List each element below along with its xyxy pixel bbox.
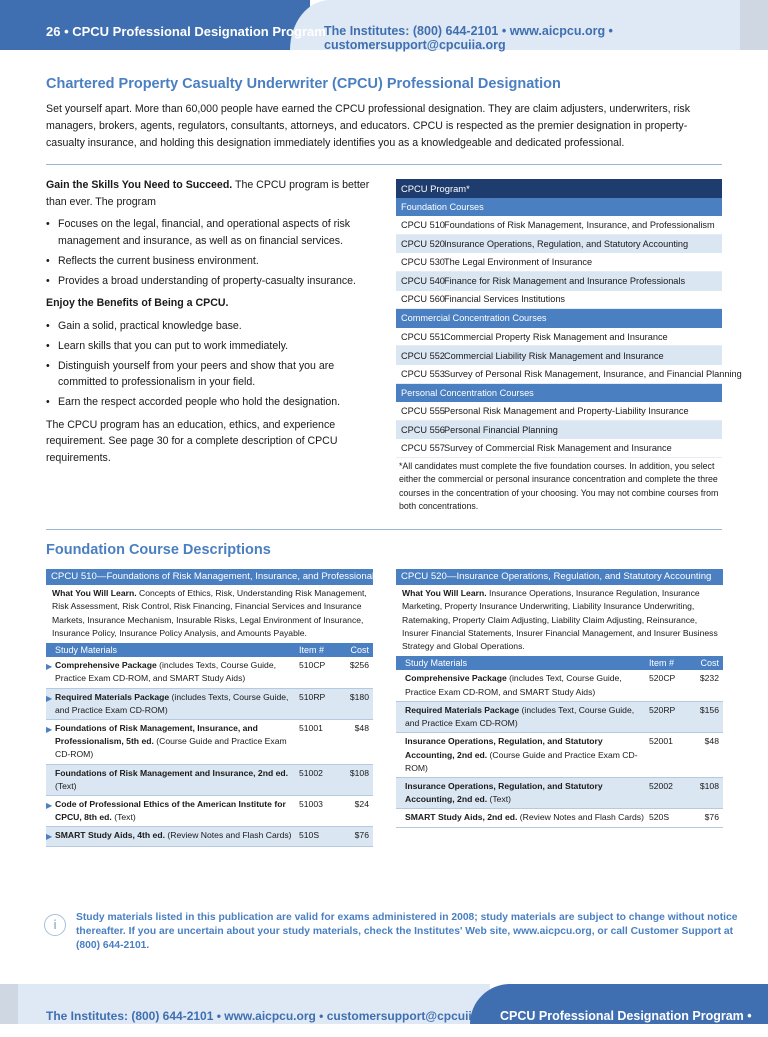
learn-label: What You Will Learn. <box>52 588 137 598</box>
row-cost: $180 <box>349 691 369 702</box>
table-row <box>46 689 373 720</box>
row-description <box>405 735 649 775</box>
row-detail: (includes Text, Course Guide, and Practice Exam CD-ROM) <box>405 704 635 729</box>
list-item: • Provides a broad understanding of property-casualty insurance. <box>46 273 376 290</box>
divider <box>46 164 722 165</box>
course-code: CPCU 510 <box>401 219 445 230</box>
row-title: Required Materials Package <box>55 691 170 702</box>
course-title: Survey of Commercial Risk Management and Insurance <box>444 443 672 454</box>
course-code: CPCU 520 <box>401 239 445 250</box>
table-row <box>46 796 373 827</box>
course-title: Insurance Operations, Regulation, and Statutory Accounting <box>444 239 689 250</box>
row-item-number: 510S <box>299 830 320 841</box>
course-code: CPCU 553 <box>401 368 445 379</box>
skills-heading: Gain the Skills You Need to Succeed. <box>46 179 233 191</box>
row-description <box>55 829 299 842</box>
list-item: • Distinguish yourself from your peers and show that you are committed to professionalism in your field. <box>46 358 376 391</box>
row-marker-icon <box>396 811 405 812</box>
row-marker-icon: ▶ <box>46 693 53 703</box>
row-title: SMART Study Aids, 4th ed. <box>55 830 165 841</box>
row-description <box>55 691 299 717</box>
course-row <box>396 421 722 440</box>
row-cost: $108 <box>699 780 719 791</box>
row-item-number: 520CP <box>649 673 676 684</box>
page-title: Chartered Property Casualty Underwriter (CPCU) Professional Designation <box>46 76 561 92</box>
col-materials: Study Materials <box>405 658 468 669</box>
course-row <box>396 216 722 235</box>
learn-text: Insurance Operations, Insurance Regulation, Insurance Marketing, Property Insurance Underwriting, Liability Insurance Underwriting, Ratemaking, Property Claim Adjusting, Liability Claim Adjusting, Reinsurance, Insurer Financial Statements, Insurer Financial Management, and Insurer Business Strategy and Global Operations. <box>402 588 718 652</box>
row-title: Insurance Operations, Regulation, and Statutory Accounting, 2nd ed. <box>405 780 603 805</box>
table-row <box>46 720 373 765</box>
list-item: • Earn the respect accorded people who hold the designation. <box>46 394 376 411</box>
row-item-number: 52001 <box>649 736 673 747</box>
cpcu-program-table <box>396 179 742 513</box>
course-row <box>396 402 722 421</box>
row-detail: (Text) <box>487 794 511 805</box>
list-item: • Learn skills that you can put to work immediately. <box>46 338 376 355</box>
row-detail: (Course Guide and Practice Exam CD-ROM) <box>55 736 287 760</box>
row-detail: (Text) <box>55 780 77 791</box>
row-item-number: 510RP <box>299 691 326 702</box>
course-row <box>396 253 722 272</box>
course-row <box>396 235 722 254</box>
row-description <box>405 780 649 806</box>
row-marker-icon <box>396 735 405 736</box>
row-description <box>55 722 299 762</box>
row-item-number: 520RP <box>649 704 676 715</box>
table-row <box>396 702 723 733</box>
row-description <box>405 672 649 698</box>
table-row <box>396 670 723 701</box>
course-code: CPCU 556 <box>401 425 445 436</box>
learn-text: Concepts of Ethics, Risk, Understanding Risk Management, Risk Assessment, Risk Control, Risk Financing, Financial Services and Insurance Markets, Insurance Mechanism, Insurable Risks, Legal Environment of Insurance, Insurance Policy, Insurance Policy Analysis, and Amounts Payable. <box>52 588 367 638</box>
learn-label: What You Will Learn. <box>402 588 487 598</box>
col-item: Item # <box>649 658 675 669</box>
row-description <box>55 767 299 793</box>
divider <box>46 529 722 530</box>
course-row <box>396 272 722 291</box>
row-item-number: 52002 <box>649 780 673 791</box>
benefits-heading: Enjoy the Benefits of Being a CPCU. <box>46 297 229 310</box>
table-row <box>46 657 373 688</box>
course-title: Personal Risk Management and Property-Liability Insurance <box>444 405 689 416</box>
row-marker-icon <box>396 780 405 781</box>
course-row <box>396 365 742 384</box>
row-marker-icon: ▶ <box>46 662 53 672</box>
course-code: CPCU 551 <box>401 331 445 342</box>
row-title: Comprehensive Package <box>405 673 507 684</box>
program-table-header: CPCU Program* <box>396 179 722 198</box>
course-title: Personal Financial Planning <box>444 425 558 436</box>
course-title: Foundations of Risk Management, Insurance, and Professionalism <box>444 219 715 230</box>
course-title: Survey of Personal Risk Management, Insurance, and Financial Planning <box>444 368 742 379</box>
row-detail: (Text) <box>111 812 136 823</box>
skills-list <box>46 216 376 289</box>
course-520-header: CPCU 520—Insurance Operations, Regulation, and Statutory Accounting <box>396 569 723 585</box>
course-row <box>396 346 722 365</box>
benefits-paragraph <box>46 295 376 312</box>
course-code: CPCU 552 <box>401 350 445 361</box>
row-title: Comprehensive Package <box>55 660 157 671</box>
materials-header <box>46 643 373 657</box>
category-row: Personal Concentration Courses <box>396 384 722 403</box>
course-title: The Legal Environment of Insurance <box>444 257 593 268</box>
page-header <box>0 0 768 50</box>
table-row <box>46 827 373 846</box>
row-cost: $24 <box>354 799 369 810</box>
footer-band-edge <box>0 984 18 1024</box>
course-row <box>396 291 722 310</box>
row-description <box>405 704 649 730</box>
course-520-materials-table <box>396 656 723 827</box>
program-note: *All candidates must complete the five foundation courses. In addition, you select either the commercial or personal insurance concentration and complete the three courses in the concentration of your choosing. You may not combine courses from both concentrations. <box>399 460 719 511</box>
col-item: Item # <box>299 645 325 656</box>
row-description <box>55 659 299 685</box>
course-510-header: CPCU 510—Foundations of Risk Management, Insurance, and Professionalism <box>46 569 373 585</box>
course-520-learn <box>396 585 723 656</box>
course-code: CPCU 530 <box>401 257 445 268</box>
info-text: Study materials listed in this publication are valid for exams administered in 2008; study materials are subject to change without notice thereafter. If you are uncertain about your study materials, check the Institutes' Web site, www.aicpcu.org, or call Customer Support at (800) 644-2101. <box>76 912 738 951</box>
intro-paragraph: Set yourself apart. More than 60,000 people have earned the CPCU professional designation. They are claim adjusters, underwriters, risk managers, brokers, agents, regulators, consultants, attorneys, and educators. CPCU is respected as the premier designation in property-casualty insurance, and holding this designation immediately identifies you as a knowledgeable and dedicated professional. <box>46 103 691 149</box>
skills-paragraph <box>46 177 376 210</box>
col-cost: Cost <box>350 645 369 656</box>
row-cost: $232 <box>699 673 719 684</box>
row-item-number: 51003 <box>299 799 323 810</box>
course-code: CPCU 560 <box>401 294 445 305</box>
header-contact: The Institutes: (800) 644-2101 • www.aicpcu.org • customersupport@cpcuiia.org <box>324 24 613 52</box>
course-code: CPCU 555 <box>401 405 445 416</box>
table-row <box>46 765 373 796</box>
table-row <box>396 733 723 778</box>
row-marker-icon: ▶ <box>46 725 53 734</box>
row-cost: $156 <box>699 704 719 715</box>
page-footer <box>0 984 768 1037</box>
row-cost: $76 <box>704 812 719 823</box>
course-code: CPCU 540 <box>401 276 445 287</box>
left-column <box>46 177 376 472</box>
row-item-number: 520S <box>649 812 670 823</box>
row-cost: $48 <box>704 736 719 747</box>
category-row: Foundation Courses <box>396 198 722 217</box>
row-title: Insurance Operations, Regulation, and Statutory Accounting, 2nd ed. <box>405 736 603 760</box>
row-title: Required Materials Package <box>405 704 520 715</box>
row-marker-icon: ▶ <box>46 832 53 842</box>
table-row <box>396 778 723 809</box>
course-510-learn <box>46 585 373 643</box>
course-row <box>396 439 722 458</box>
list-item: • Focuses on the legal, financial, and operational aspects of risk management and insurance, as well as on financial services. <box>46 216 376 249</box>
benefits-list <box>46 318 376 411</box>
row-detail: (Review Notes and Flash Cards) <box>517 812 644 823</box>
course-code: CPCU 557 <box>401 443 445 454</box>
row-title: Foundations of Risk Management and Insurance, 2nd ed. <box>55 767 289 778</box>
row-description <box>405 811 649 824</box>
col-materials: Study Materials <box>55 645 118 656</box>
info-icon: i <box>44 914 66 936</box>
row-marker-icon <box>396 672 405 673</box>
row-detail: (Review Notes and Flash Cards) <box>164 830 292 841</box>
row-detail: (includes Texts, Course Guide, and Practice Exam CD-ROM) <box>55 691 289 715</box>
course-title: Commercial Property Risk Management and Insurance <box>444 331 668 342</box>
row-marker-icon: ▶ <box>46 801 53 811</box>
course-title: Financial Services Institutions <box>444 294 566 305</box>
materials-header <box>396 656 723 670</box>
table-row <box>396 809 723 827</box>
course-510-box <box>46 569 390 847</box>
course-520-box <box>396 569 723 828</box>
row-detail: (includes Text, Course Guide, Practice Exam CD-ROM, and SMART Study Aids) <box>405 673 622 697</box>
row-marker-icon <box>46 767 55 768</box>
list-item: • Reflects the current business environment. <box>46 253 376 270</box>
row-title: Foundations of Risk Management, Insurance, and Professionalism, 5th ed. <box>55 723 258 747</box>
list-item: • Gain a solid, practical knowledge base. <box>46 318 376 335</box>
row-title: Code of Professional Ethics of the American Institute for CPCU, 8th ed. <box>55 799 286 823</box>
row-cost: $48 <box>354 723 369 733</box>
row-detail: (Course Guide and Practice Exam CD-ROM) <box>405 749 638 773</box>
course-title: Commercial Liability Risk Management and Insurance <box>444 350 664 361</box>
footer-contact: The Institutes: (800) 644-2101 • www.aicpcu.org • customersupport@cpcuiia.org <box>46 1009 502 1023</box>
skills-text: The CPCU program is better than ever. The program <box>46 179 370 208</box>
foundation-title: Foundation Course Descriptions <box>46 542 271 558</box>
course-title: Finance for Risk Management and Insurance Professionals <box>444 276 686 287</box>
course-row <box>396 328 722 347</box>
requirement-paragraph: The CPCU program has an education, ethics, and experience requirement. See page 30 for a complete description of CPCU requirements. <box>46 418 338 464</box>
row-marker-icon <box>396 704 405 705</box>
footer-page-title: CPCU Professional Designation Program • 27 <box>500 1009 752 1037</box>
row-detail: (includes Texts, Course Guide, Practice Exam CD-ROM, and SMART Study Aids) <box>55 660 277 684</box>
row-item-number: 51002 <box>299 767 323 778</box>
row-cost: $108 <box>349 767 369 778</box>
category-row: Commercial Concentration Courses <box>396 309 722 328</box>
row-item-number: 510CP <box>299 660 326 671</box>
row-title: SMART Study Aids, 2nd ed. <box>405 812 518 823</box>
row-description <box>55 798 299 824</box>
col-cost: Cost <box>700 658 719 669</box>
course-510-materials-table <box>46 643 373 846</box>
header-page-title: 26 • CPCU Professional Designation Program <box>46 24 326 39</box>
row-cost: $76 <box>354 830 369 841</box>
row-item-number: 51001 <box>299 723 323 733</box>
row-cost: $256 <box>349 660 369 671</box>
